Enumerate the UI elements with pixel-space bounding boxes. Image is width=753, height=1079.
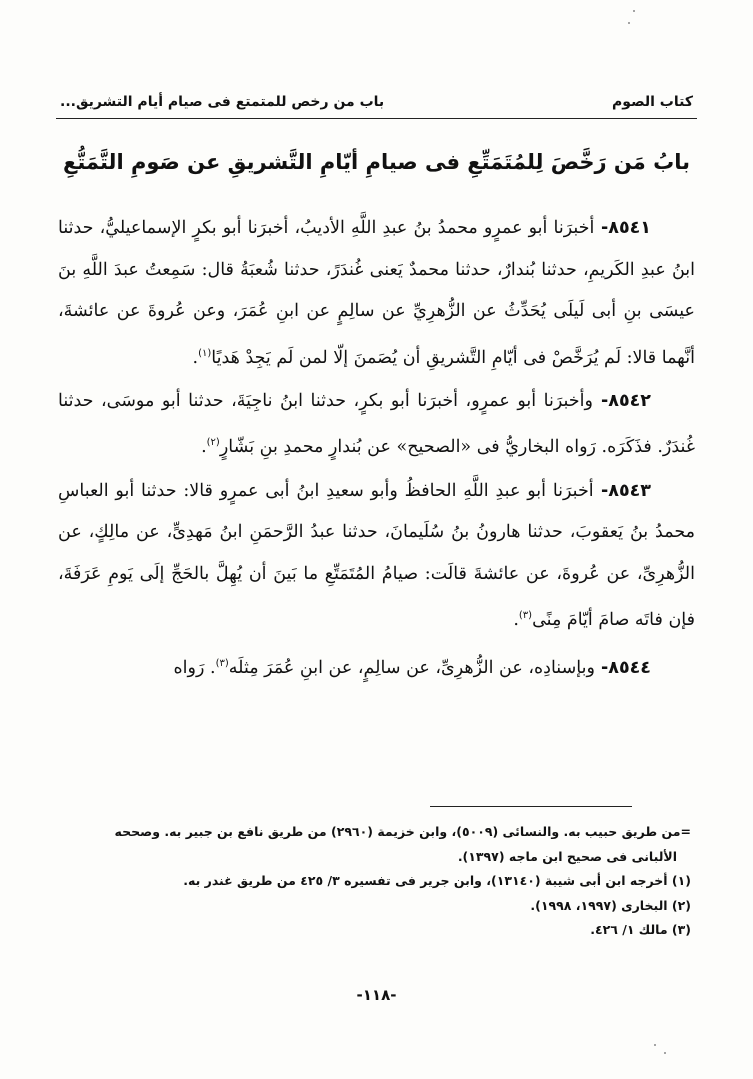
- footnote-line: (٢) البخارى (١٩٩٧، ١٩٩٨).: [530, 897, 691, 913]
- hadith-number: ٨٥٤٢-: [592, 390, 651, 411]
- running-header: [56, 88, 697, 119]
- scan-speck: [664, 1052, 666, 1054]
- hadith-text: أخبرَنا أبو عمرٍو محمدُ بنُ عبدِ اللَّهِ الأديبُ، أخبرَنا أبو بكرٍ الإسماعيليُّ، حدثنا ابنُ عبدِ الكَريمِ، حدثنا بُندارٌ، حدثنا محمدٌ يَعنى غُندَرً، حدثنا شُعبَةُ قال: سَمِعتُ عبدَ اللَّهِ بنَ عيسَى بنِ أبى لَيلَى يُحَدِّثُ عن الزُّهرِيِّ عن سالِمٍ عن ابنِ عُمَرَ، وعن عُروةَ عن عائشةَ، أنَّهما قالا: لَم يُرَخَّصْ فى أيّامِ التَّشريقِ أن يُصَمنَ إلّا لمن لَم يَجِدْ هَديًا: [58, 218, 695, 368]
- hadith-paragraph: ٨٥٤٣- أخبرَنا أبو عبدِ اللَّهِ الحافظُ وأبو سعيدِ ابنُ أبى عمرٍو قالا: حدثنا أبو العباسِ محمدُ بنُ يَعقوبَ، حدثنا هارونُ بنُ سُلَيمانَ، حدثنا عبدُ الرَّحمَنِ ابنُ مَهدِىٍّ، عن مالِكٍ، عن الزُّهرِىِّ، عن عُروةَ، عن عائشةَ قالَت: صيامُ المُتَمَتِّعِ ما بَينَ أن يُهِلَّ بالحَجِّ إلَى يَومِ عَرَفَةَ، فإن فاتَه صامَ أيّامَ مِنًى$^{(٣)}$.: [58, 480, 695, 630]
- footnote-line: =من طريق حبيب به. والنسائى (٥٠٠٩)، وابن خزيمة (٢٩٦٠) من طريق نافع بن جبير به. وصححه: [114, 824, 691, 839]
- chapter-heading: بابُ مَن رَخَّصَ لِلمُتَمَتِّعِ فى صيامِ أيّامِ التَّشريقِ عن صَومِ التَّمَتُّعِ: [62, 150, 690, 174]
- hadith-paragraph: ٨٥٤٤- وبإسنادِه، عن الزُّهرِىِّ، عن سالِمٍ، عن ابنِ عُمَرَ مِثلَه$^{(٣)}$. رَواه: [173, 658, 651, 679]
- footnote-ref: (٣): [518, 610, 533, 622]
- running-chapter-title: باب من رخص للمتمتع فى صيام أيام التشريق...: [60, 94, 385, 110]
- hadith-paragraph: ٨٥٤٢- وأخبرَنا أبو عمرٍو، أخبرَنا أبو بكرٍ، حدثنا ابنُ ناجِيَةَ، حدثنا أبو موسَى، حدثنا غُندَرٌ. فذَكَرَه. رَواه البخاريُّ فى «الصحيح» عن بُندارٍ محمدِ بنِ بَشّارٍ$^{(٢)}$.: [58, 390, 695, 458]
- hadith-text: وبإسنادِه، عن الزُّهرِىِّ، عن سالِمٍ، عن ابنِ عُمَرَ مِثلَه: [228, 658, 595, 679]
- hadith-paragraph: ٨٥٤١- أخبرَنا أبو عمرٍو محمدُ بنُ عبدِ اللَّهِ الأديبُ، أخبرَنا أبو بكرٍ الإسماعيليُّ، حدثنا ابنُ عبدِ الكَريمِ، حدثنا بُندارٌ، حدثنا محمدٌ يَعنى غُندَرً، حدثنا شُعبَةُ قال: سَمِعتُ عبدَ اللَّهِ بنَ عيسَى بنِ أبى لَيلَى يُحَدِّثُ عن الزُّهرِيِّ عن سالِمٍ عن ابنِ عُمَرَ، وعن عُروةَ عن عائشةَ، أنَّهما قالا: لَم يُرَخَّصْ فى أيّامِ التَّشريقِ أن يُصَمنَ إلّا لمن لَم يَجِدْ هَديًا$^{(١)}$.: [58, 218, 695, 368]
- scan-speck: [654, 1044, 656, 1046]
- main-text: [58, 208, 695, 690]
- hadith-number: ٨٥٤٤-: [594, 658, 651, 679]
- footnote-ref: (١): [198, 347, 212, 359]
- footnote-line: (١) أخرجه ابن أبى شيبة (١٣١٤٠)، وابن جرير فى تفسيره ٣/ ٤٢٥ من طريق غندر به.: [183, 873, 691, 888]
- hadith-text: أخبرَنا أبو عبدِ اللَّهِ الحافظُ وأبو سعيدِ ابنُ أبى عمرٍو قالا: حدثنا أبو العباسِ محمدُ بنُ يَعقوبَ، حدثنا هارونُ بنُ سُلَيمانَ، حدثنا عبدُ الرَّحمَنِ ابنُ مَهدِىٍّ، عن مالِكٍ، عن الزُّهرِىِّ، عن عُروةَ، عن عائشةَ قالَت: صيامُ المُتَمَتِّعِ ما بَينَ أن يُهِلَّ بالحَجِّ إلَى يَومِ عَرَفَةَ، فإن فاتَه صامَ أيّامَ مِنًى: [58, 480, 695, 630]
- hadith-number: ٨٥٤٣-: [593, 480, 651, 501]
- footnote-ref: (٢): [206, 437, 220, 449]
- hadith-number: ٨٥٤١-: [594, 218, 651, 238]
- scan-speck: [628, 22, 630, 24]
- footnote-separator: [430, 806, 632, 807]
- footnote-line: الألبانى فى صحيح ابن ماجه (١٣٩٧).: [457, 848, 677, 864]
- footnote-ref: (٣): [215, 658, 229, 670]
- page-number: -١١٨-: [356, 986, 397, 1004]
- footnote-line: (٣) مالك ١/ ٤٢٦.: [590, 922, 691, 937]
- scan-speck: [633, 10, 635, 12]
- hadith-text: وأخبرَنا أبو عمرٍو، أخبرَنا أبو بكرٍ، حدثنا ابنُ ناجِيَةَ، حدثنا أبو موسَى، حدثنا غُندَرٌ. فذَكَرَه. رَواه البخاريُّ فى «الصحيح» عن بُندارٍ محمدِ بنِ بَشّارٍ: [58, 390, 695, 458]
- book-title: كتاب الصوم: [612, 94, 693, 110]
- footnotes: [58, 820, 691, 943]
